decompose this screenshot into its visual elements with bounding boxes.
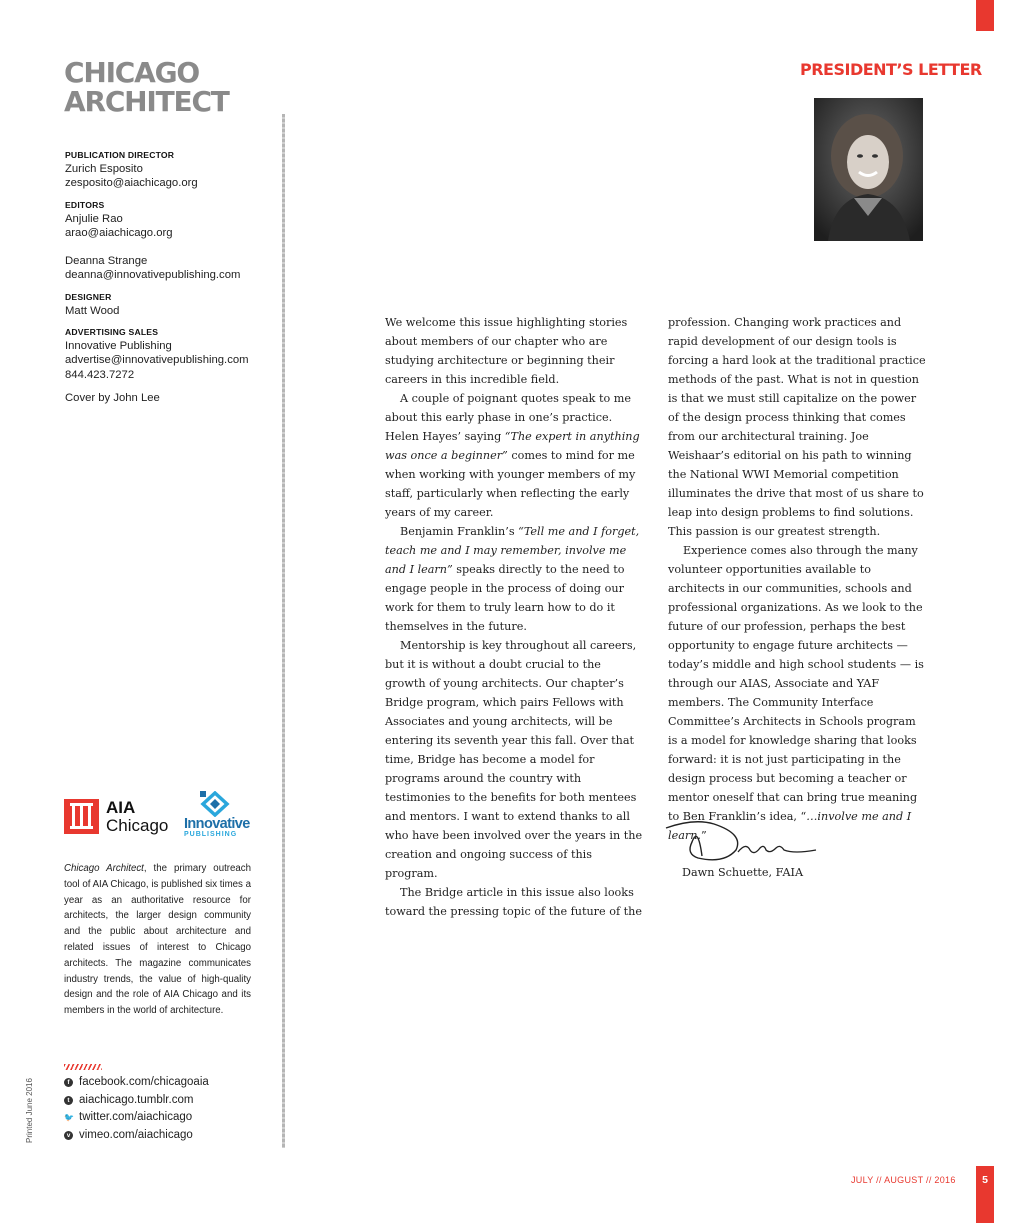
quote: “Tell me and I forget, teach me and I may remember, involve me and I learn” (385, 525, 640, 576)
masthead (64, 58, 229, 116)
innovative-publishing-icon (199, 791, 231, 817)
innovative-publishing-logo (184, 817, 254, 839)
credit-label: EDITORS (65, 199, 105, 210)
letter-paragraph: Benjamin Franklin’s “Tell me and I forget, teach me and I may remember, involve me and I learn” speaks directly to the need to engage people in the process of doing our work for them to truly learn how to do it themselves in the future. (385, 525, 640, 633)
ip-logo-name: Innovative (184, 816, 250, 832)
letter-paragraph: We welcome this issue highlighting stories about members of our chapter who are studying architecture or beginning their careers in this incredible field. (385, 316, 628, 386)
social-link-text[interactable]: aiachicago.tumblr.com (79, 1093, 194, 1106)
aia-logo-line2: Chicago (106, 816, 169, 835)
credit-email: advertise@innovativepublishing.com (65, 354, 249, 367)
letter-column-2 (668, 313, 926, 845)
social-link-vimeo[interactable] (64, 1127, 209, 1145)
issue-date: JULY // AUGUST // 2016 (851, 1175, 956, 1185)
letter-paragraph: Experience comes also through the many volunteer opportunities available to architects in our communities, schools and professional organizations. As we look to the future of our profession, perhaps the best opportunity to engage future architects — today’s middle and high school students — is through our AIAS, Associate and YAF members. The Community Interface Committee’s Architects in Schools program is a model for knowledge sharing that looks forward: it is not just participating in the design process but becoming a teacher or mentor oneself that can bring true meaning to Ben Franklin’s idea, “…involve me and I learn.” (668, 544, 924, 842)
quote: “The expert in anything was once a beginner” (385, 430, 640, 462)
letter-paragraph: profession. Changing work practices and rapid development of our design tools is forcing a hard look at the traditional practice methods of the past. What is not in question is that we must still capitalize on the power of the design process thinking that comes from our architectural training. Joe Weishaar’s editorial on his path to winning the National WWI Memorial competition illuminates the drive that most of us share to leap into design problems to find solutions. This passion is our greatest strength. (668, 316, 926, 538)
social-link-tumblr[interactable] (64, 1092, 209, 1110)
vertical-divider (282, 114, 285, 1148)
letter-column-1 (385, 313, 643, 921)
ip-logo-sub: PUBLISHING (184, 831, 238, 838)
credit-publication-director (65, 148, 280, 191)
credit-label: DESIGNER (65, 291, 112, 302)
top-red-tab (976, 0, 994, 31)
credit-name: Deanna Strange (65, 255, 148, 268)
credit-name: Zurich Esposito (65, 163, 143, 176)
masthead-line2: ARCHITECT (64, 85, 229, 118)
letter-paragraph: A couple of poignant quotes speak to me about this early phase in one’s practice. Helen Hayes’ saying “The expert in anything was once a beginner” comes to mind for me when working with younger members of my staff, particularly when reflecting the early years of my career. (385, 392, 640, 519)
social-link-text[interactable]: twitter.com/aiachicago (79, 1111, 193, 1123)
credit-email: zesposito@aiachicago.org (65, 177, 198, 190)
credits (65, 148, 280, 412)
aia-logo-icon (64, 799, 99, 834)
quote: …involve me and I learn. (668, 810, 912, 842)
aia-logo-line1: AIA (106, 798, 136, 817)
credit-company: Innovative Publishing (65, 340, 172, 353)
credit-email: arao@aiachicago.org (65, 227, 173, 240)
author-photo (814, 98, 923, 241)
twitter-icon: 🐦 (64, 1113, 74, 1123)
credit-label: PUBLICATION DIRECTOR (65, 150, 175, 160)
section-title: PRESIDENT’S LETTER (800, 60, 982, 79)
magazine-description (64, 861, 251, 1019)
description-text: , the primary outreach tool of AIA Chicago, is published six times a year as an authoritative resource for architects, the larger design community and the public about architecture and related issues of interest to Chicago architects. The magazine communicates industry trends, the value of high-quality design and the role of AIA Chicago and its members in the world of architecture. (64, 863, 252, 1017)
social-link-twitter[interactable] (64, 1109, 209, 1127)
facebook-icon: f (64, 1078, 73, 1087)
credit-name: Matt Wood (65, 304, 120, 317)
masthead-line1: CHICAGO (64, 56, 200, 89)
credit-phone: 844.423.7272 (65, 368, 135, 381)
social-link-text[interactable]: vimeo.com/aiachicago (79, 1128, 193, 1141)
tumblr-icon: t (64, 1096, 73, 1105)
letter-paragraph: Mentorship is key throughout all careers, but it is without a doubt crucial to the growth of young architects. Our chapter’s Bridge program, which pairs Fellows with Associates and young architects, will be entering its seventh year this fall. Over that time, Bridge has become a model for programs around the country with testimonies to the benefits for both mentees and mentors. I want to extend thanks to all who have been involved over the years in the creation and ongoing success of this program. (385, 639, 643, 880)
social-link-text[interactable]: facebook.com/chicagoaia (79, 1076, 209, 1088)
credit-designer (65, 290, 280, 318)
credit-label: ADVERTISING SALES (65, 327, 159, 338)
aia-chicago-logo (106, 799, 168, 835)
social-link-facebook[interactable] (64, 1074, 209, 1092)
cover-credit: Cover by John Lee (65, 391, 160, 404)
description-title: Chicago Architect (64, 863, 144, 874)
credit-editors (65, 198, 280, 283)
signature-icon (664, 816, 820, 866)
social-links (64, 1074, 209, 1144)
vimeo-icon: v (64, 1131, 73, 1140)
credit-name: Anjulie Rao (65, 212, 123, 225)
signature-name: Dawn Schuette, FAIA (682, 866, 804, 879)
letter-paragraph: The Bridge article in this issue also looks toward the pressing topic of the future of the (385, 886, 642, 918)
credit-advertising (65, 325, 280, 405)
credit-email: deanna@innovativepublishing.com (65, 269, 241, 282)
decorative-hatch (64, 1064, 102, 1070)
printed-date: Printed June 2016 (25, 1078, 34, 1143)
page-number: 5 (976, 1166, 994, 1223)
